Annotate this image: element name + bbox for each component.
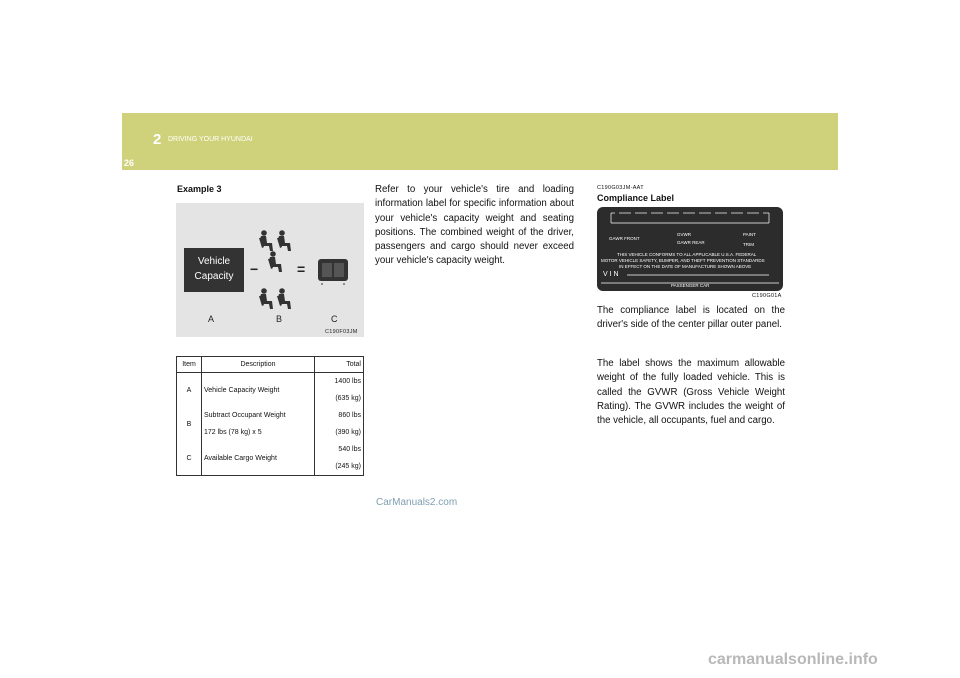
row-item: A [177, 373, 202, 408]
header-description: Description [202, 357, 315, 373]
row-description: Subtract Occupant Weight 172 lbs (78 kg) x 5 [202, 407, 315, 441]
row-total: 1400 lbs (635 kg) [315, 373, 364, 408]
watermark-link[interactable]: CarManuals2.com [376, 497, 458, 508]
compliance-heading: Compliance Label [597, 193, 675, 203]
label-paint: PAINT [743, 232, 756, 237]
watermark-bottom: carmanualsonline.info [708, 651, 878, 668]
label-passenger-car: PASSENGER CAR [671, 283, 710, 288]
capacity-weight-table [176, 356, 364, 476]
figure-letter-b: B [276, 314, 283, 324]
row-total: 540 lbs (245 kg) [315, 441, 364, 476]
equals-sign: = [297, 261, 306, 277]
header-total: Total [315, 357, 364, 373]
row-total: 860 lbs (390 kg) [315, 407, 364, 441]
vehicle-label-line2: Capacity [194, 271, 234, 282]
header-item: Item [177, 357, 202, 373]
example-heading: Example 3 [177, 184, 222, 194]
intro-paragraph: Refer to your vehicle's tire and loading information label for specific information about your vehicle's capacity weight and seating positions. The combined weight of the driver, passengers and cargo should never exceed your vehicle's capacity weight. [375, 184, 574, 267]
label-conform-line1: THIS VEHICLE CONFORMS TO ALL APPLICABLE U.S.A. FEDERAL [617, 252, 757, 257]
label-gawr-front: GAWR FRONT [609, 236, 640, 241]
section-code: C190G03JM-AAT [597, 185, 644, 191]
table-row [177, 441, 364, 476]
cargo-icon [318, 259, 348, 285]
label-gvwr: GVWR [677, 232, 691, 237]
minus-sign: − [250, 261, 259, 277]
label-conform-line2: MOTOR VEHICLE SAFETY, BUMPER, AND THEFT PREVENTION STANDARDS [601, 258, 765, 263]
seated-person-icon [277, 230, 291, 251]
label-lines [597, 207, 783, 291]
compliance-paragraph-1: The compliance label is located on the driver's side of the center pillar outer panel. [597, 305, 785, 331]
chapter-number: 2 [153, 131, 162, 148]
capacity-figure [176, 203, 364, 337]
figure-letter-c: C [331, 314, 338, 324]
table-row [177, 373, 364, 408]
compliance-label-image [597, 207, 783, 291]
vehicle-label-line1: Vehicle [197, 256, 231, 267]
table-row [177, 407, 364, 441]
figure-letter-a: A [208, 314, 215, 324]
section-title: DRIVING YOUR HYUNDAI [168, 136, 253, 143]
seated-person-icon [259, 288, 273, 309]
compliance-paragraph-2: The label shows the maximum allowable weight of the fully loaded vehicle. This is called the GVWR (Gross Vehicle Weight Rating). The GVWR includes the weight of the vehicle, all occupants, fuel and cargo. [597, 358, 785, 427]
seated-person-icon [259, 230, 273, 251]
row-description: Available Cargo Weight [202, 441, 315, 476]
table-header-row [177, 357, 364, 373]
row-description: Vehicle Capacity Weight [202, 373, 315, 408]
label-conform-line3: IN EFFECT ON THE DATE OF MANUFACTURE SHOWN ABOVE [619, 264, 752, 269]
figure-code: C190F03JM [325, 329, 358, 335]
label-image-code: C190G01A [752, 293, 782, 299]
page-number: 26 [124, 158, 135, 168]
seated-person-icon [277, 288, 291, 309]
label-vin: V I N [603, 271, 619, 278]
row-item: B [177, 407, 202, 441]
label-trim: TRIM [743, 242, 754, 247]
row-item: C [177, 441, 202, 476]
seated-person-icon [268, 251, 282, 272]
label-gawr-rear: GAWR REAR [677, 240, 705, 245]
